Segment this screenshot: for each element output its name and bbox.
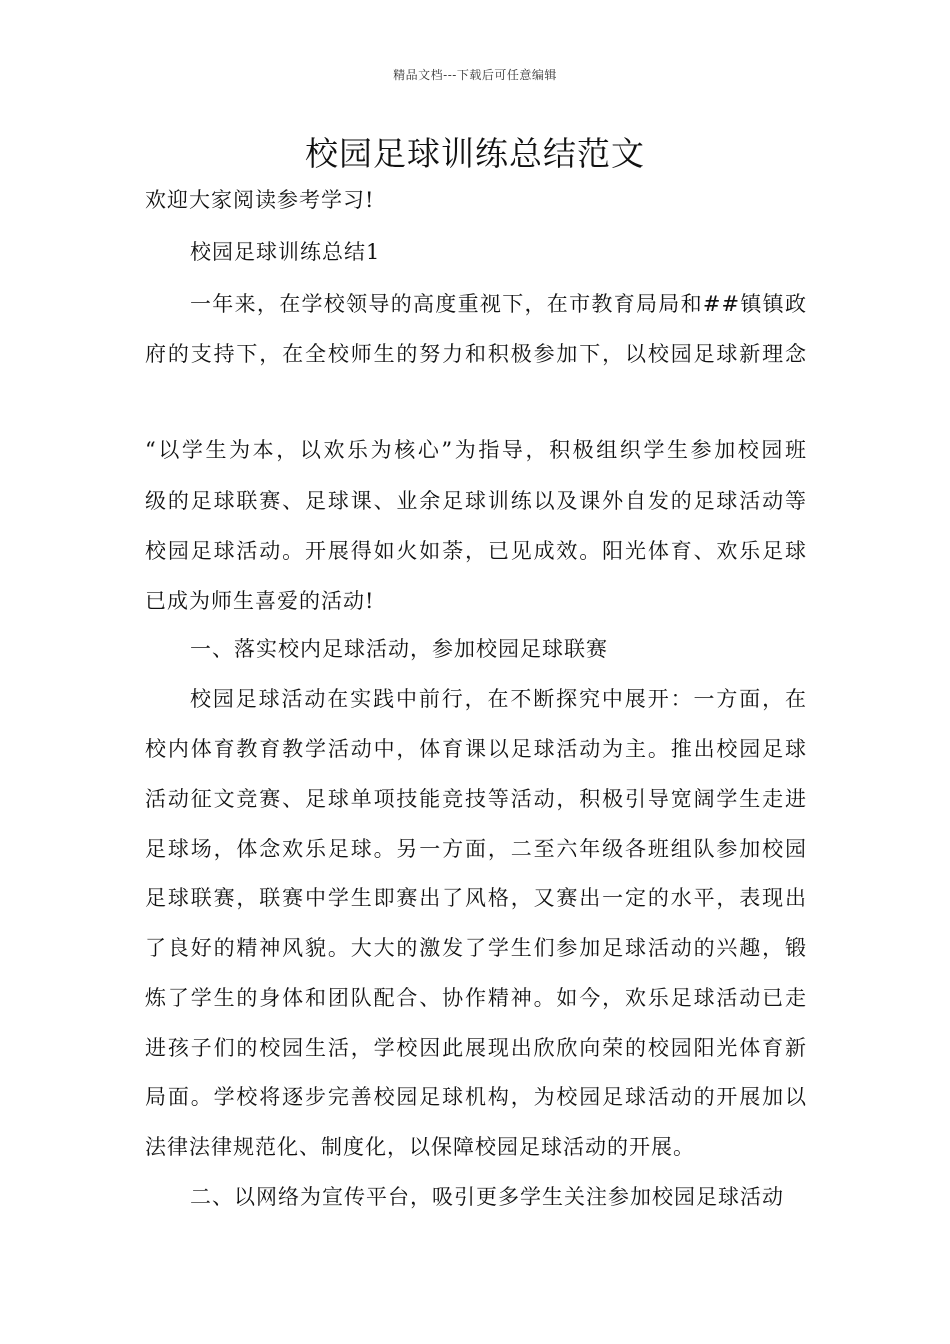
header-note: 精品文档---下载后可任意编辑 <box>393 68 557 82</box>
paragraph-line: 校内体育教育教学活动中，体育课以足球活动为主。推出校园足球 <box>145 737 807 761</box>
paragraph-line: 局面。学校将逐步完善校园足球机构，为校园足球活动的开展加以 <box>145 1085 807 1109</box>
greeting-line: 欢迎大家阅读参考学习! <box>145 188 375 212</box>
paragraph-line: 府的支持下，在全校师生的努力和积极参加下，以校园足球新理念 <box>145 342 807 366</box>
paragraph-line: 一年来，在学校领导的高度重视下，在市教育局局和##镇镇政 <box>190 292 807 316</box>
paragraph-line: 足球场，体念欢乐足球。另一方面，二至六年级各班组队参加校园 <box>145 837 807 861</box>
paragraph-line: “以学生为本，以欢乐为核心”为指导，积极组织学生参加校园班 <box>145 438 807 462</box>
section-heading-1: 一、落实校内足球活动，参加校园足球联赛 <box>190 637 608 661</box>
paragraph-line: 足球联赛，联赛中学生即赛出了风格，又赛出一定的水平，表现出 <box>145 886 807 910</box>
paragraph-line: 了良好的精神风貌。大大的激发了学生们参加足球活动的兴趣，锻 <box>145 936 807 960</box>
section-title-1: 校园足球训练总结1 <box>190 240 381 264</box>
paragraph-line: 级的足球联赛、足球课、业余足球训练以及课外自发的足球活动等 <box>145 489 807 513</box>
document-title: 校园足球训练总结范文 <box>305 134 645 173</box>
paragraph-line: 校园足球活动在实践中前行，在不断探究中展开：一方面，在 <box>190 687 807 711</box>
paragraph-line: 活动征文竞赛、足球单项技能竞技等活动，积极引导宽阔学生走进 <box>145 787 807 811</box>
paragraph-line: 炼了学生的身体和团队配合、协作精神。如今，欢乐足球活动已走 <box>145 986 807 1010</box>
paragraph-line: 校园足球活动。开展得如火如荼，已见成效。阳光体育、欢乐足球 <box>145 539 807 563</box>
paragraph-line: 已成为师生喜爱的活动! <box>145 589 375 613</box>
paragraph-line: 进孩子们的校园生活，学校因此展现出欣欣向荣的校园阳光体育新 <box>145 1036 807 1060</box>
section-heading-2: 二、以网络为宣传平台，吸引更多学生关注参加校园足球活动 <box>190 1185 784 1209</box>
paragraph-line: 法律法律规范化、制度化，以保障校园足球活动的开展。 <box>145 1135 695 1159</box>
